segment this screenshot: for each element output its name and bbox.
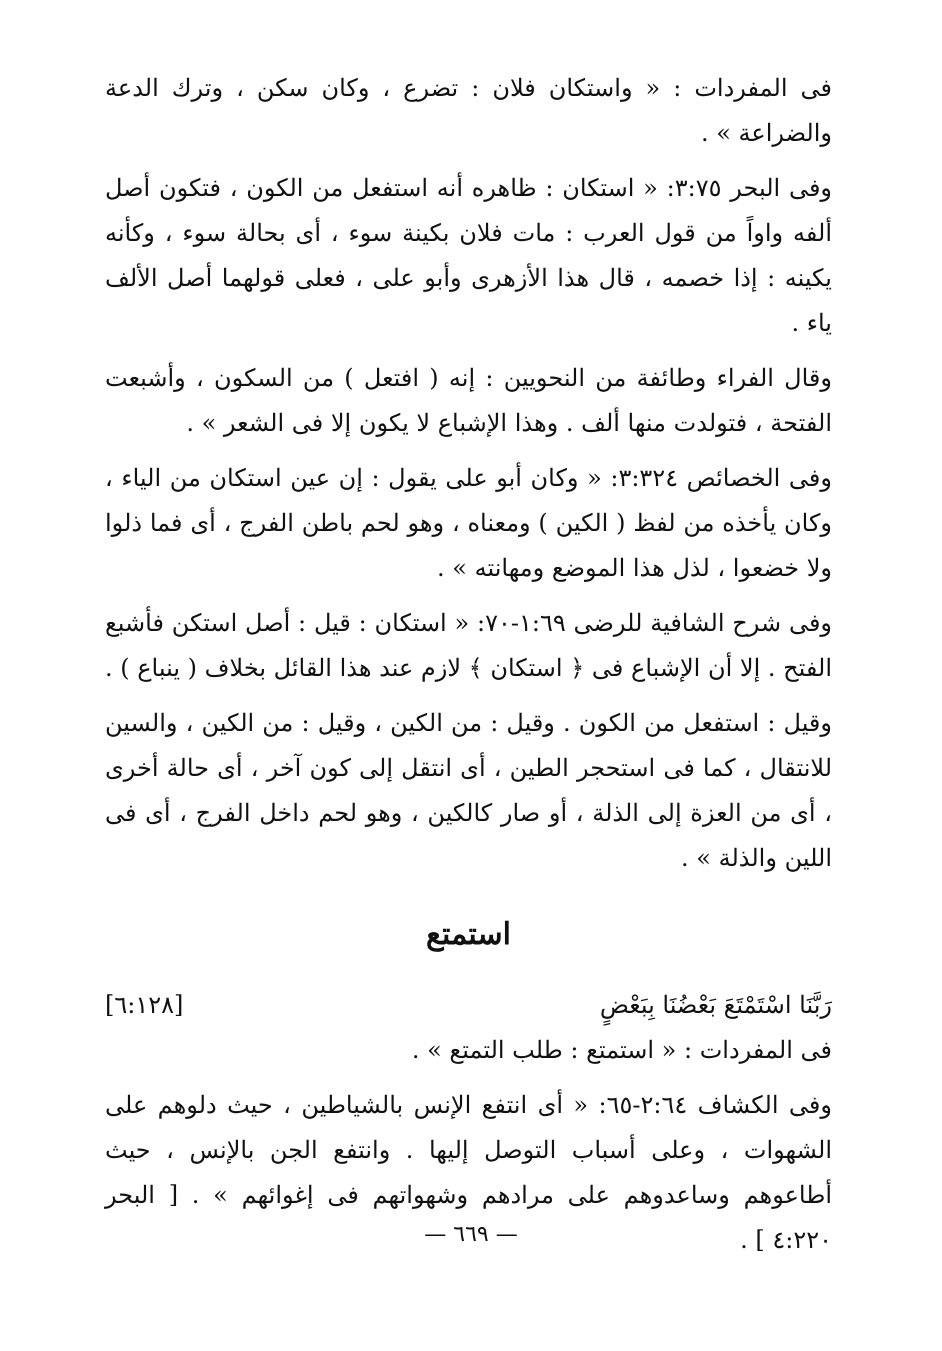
verse-reference: [٦:١٢٨] [105,991,184,1019]
paragraph-bahr: وفى البحر ٣:٧٥: « استكان : ظاهره أنه استفعل من الكون ، فتكون أصل ألفه واواً من قول العرب : مات فلان بكينة سوء ، أى بحالة سوء ، وكأنه يكينه : إذا خصمه ، قال هذا الأزهرى وأبو على ، فعلى قولهما أصل الألف ياء . [105,174,833,337]
verse-row [105,983,832,1028]
paragraph-gap [105,591,832,601]
paragraph-gap [105,156,832,166]
paragraph-gap [105,446,832,456]
paragraph-khasais: وفى الخصائص ٣:٣٢٤: « وكان أبو على يقول : إن عين استكان من الياء ، وكان يأخذه من لفظ ( الكين ) ومعناه ، وهو لحم باطن الفرج ، أى فما ذلوا ولا خضعوا ، لذل هذا الموضع ومهانته » . [105,464,832,582]
paragraph-mufradat-1: فى المفردات : « واستكان فلان : تضرع ، وكان سكن ، وترك الدعة والضراعة » . [105,74,832,147]
paragraph-farra: وقال الفراء وطائفة من النحويين : إنه ( افتعل ) من السكون ، وأشبعت الفتحة ، فتولدت منها ألف . وهذا الإشباع لا يكون إلا فى الشعر » . [105,364,832,437]
text-column [105,66,832,1263]
verse-text: رَبَّنَا اسْتَمْتَعَ بَعْضُنَا بِبَعْضٍ [599,991,832,1019]
paragraph-qil: وقيل : استفعل من الكون . وقيل : من الكين ، وقيل : من الكين ، والسين للانتقال ، كما فى استحجر الطين ، أى انتقل إلى كون آخر ، أى حالة أخرى ، أى من العزة إلى الذلة ، أو صار كالكين ، وهو لحم داخل الفرج ، أى فى اللين والذلة » . [105,709,832,872]
page-number: — ٦٦٩ — [424,1222,518,1247]
paragraph-gap [105,691,832,701]
section-heading: استمتع [426,917,511,952]
paragraph-kashshaf: وفى الكشاف ٢:٦٤-٦٥: « أى انتفع الإنس بالشياطين ، حيث دلوهم على الشهوات ، وعلى أسباب التوصل إليها . وانتفع الجن بالإنس ، حيث أطاعوهم وساعدوهم على مرادهم وشهواتهم فى إغوائهم » . [ البحر ٤:٢٢٠ ] . [105,1091,832,1254]
paragraph-gap [105,1073,832,1083]
paragraph-mufradat-2: فى المفردات : « استمتع : طلب التمتع » . [411,1036,832,1064]
paragraph-gap [105,346,832,356]
paragraph-shafiya: وفى شرح الشافية للرضى ١:٦٩-٧٠: « استكان : قيل : أصل استكن فأشبع الفتح . إلا أن الإشباع فى ﴿ استكان ﴾ لازم عند هذا القائل بخلاف ( ينباع ) . [104,609,833,682]
